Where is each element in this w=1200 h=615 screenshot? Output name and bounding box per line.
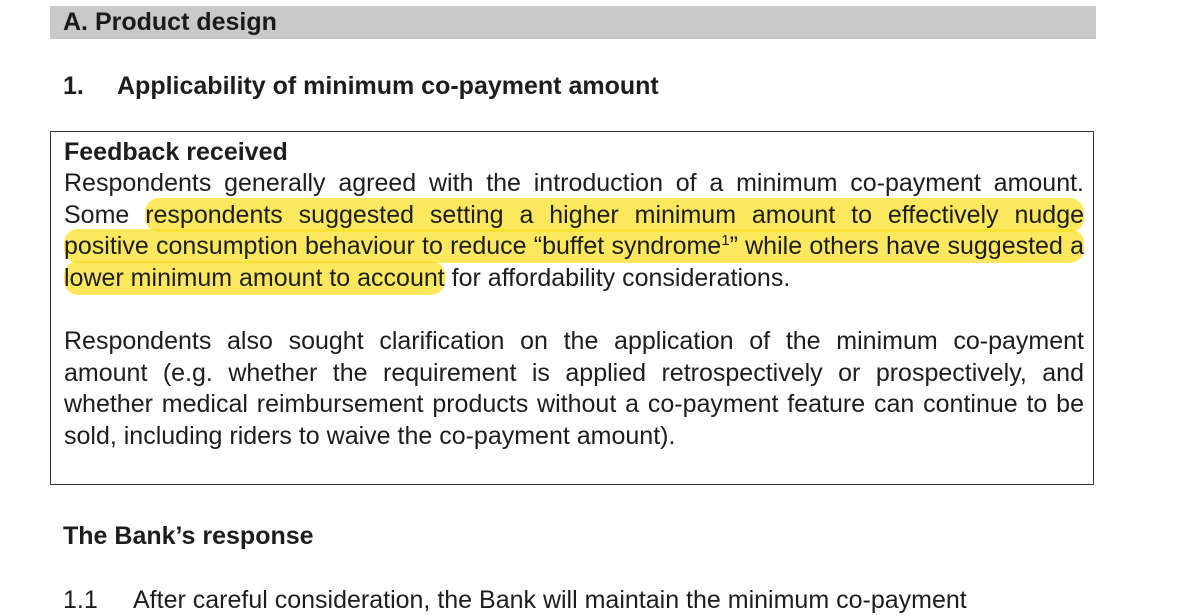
feedback-paragraph-1 [64, 168, 1084, 294]
feedback-heading: Feedback received [64, 138, 288, 166]
feedback-box [50, 131, 1094, 485]
response-item-number: 1.1 [63, 586, 98, 614]
item-number: 1. [63, 72, 84, 100]
feedback-text-end: for affordability considerations. [444, 263, 791, 292]
item-heading [63, 70, 659, 102]
highlighted-text-a: respondents suggested setting a higher minimum amount to effectively nudge positive consumption behaviour to reduce “buffet syndrome [64, 200, 1084, 260]
response-item [63, 584, 1083, 615]
highlighted-text-b: ” while others have suggested a lower minimum amount to account [64, 232, 1085, 292]
feedback-content [64, 137, 1084, 452]
response-heading: The Bank’s response [63, 522, 314, 550]
footnote-marker: 1 [721, 232, 730, 249]
feedback-paragraph-2: Respondents also sought clarification on the application of the minimum co-payment amount (e.g. whether the requirement is applied retrospectively or prospectively, and whether medical reimbursement products without a co-payment feature can continue to be sold, including riders to waive the co-payment amount). [64, 327, 1084, 450]
feedback-text-start: Respondents generally agreed with the introduction of a minimum co-payment amount. Some [64, 169, 1084, 229]
section-title: A. Product design [63, 8, 277, 36]
response-item-text: After careful consideration, the Bank will maintain the minimum co-payment [133, 586, 967, 614]
item-title: Applicability of minimum co-payment amount [117, 72, 659, 100]
